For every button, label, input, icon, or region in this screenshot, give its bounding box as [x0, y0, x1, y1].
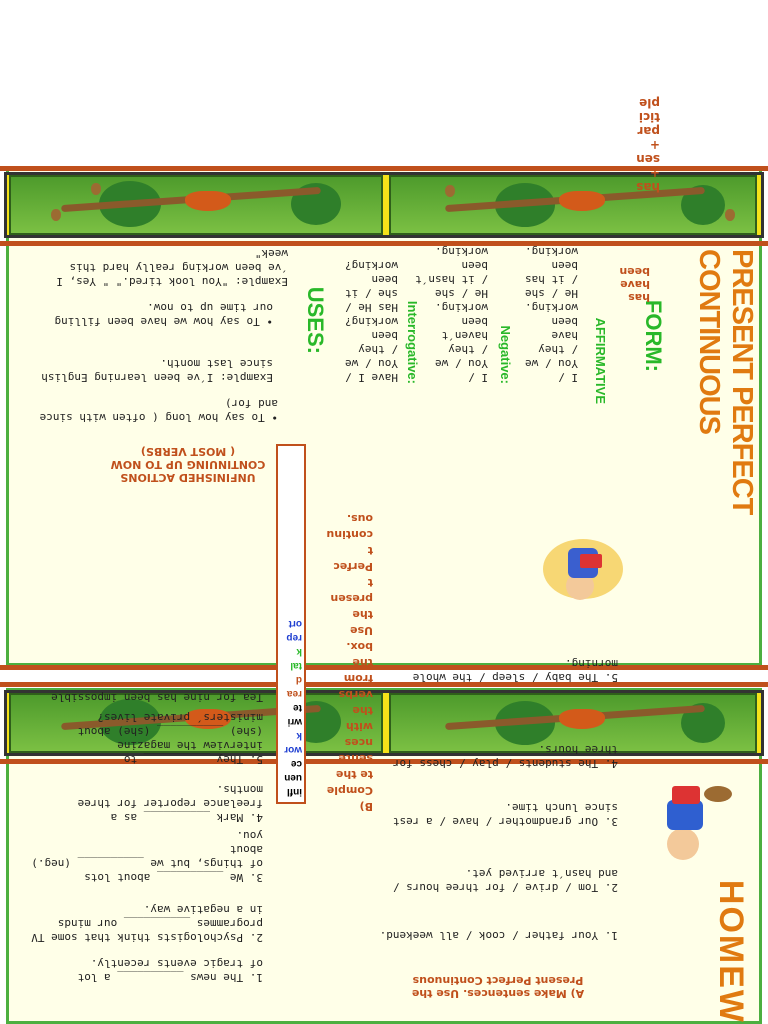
negative-text: I / You / we / they haven´t been working. He / she / it hasn´t been working. — [415, 245, 488, 384]
boy-cartoon — [648, 774, 738, 874]
acorn-icon — [725, 209, 735, 221]
box-word: tal — [290, 660, 302, 671]
box-word: rea — [286, 688, 302, 699]
acorn-icon — [445, 185, 455, 197]
box-word: d — [295, 674, 302, 685]
box-word: k — [296, 730, 302, 741]
student-illustration — [538, 534, 628, 624]
uses-heading: USES: — [303, 286, 328, 354]
acorn-icon — [91, 183, 101, 195]
exercise-b-item-3: 3. We __________ about lots of things, but we __________ (neg.) about you. — [31, 829, 263, 884]
exercise-b-extra: Tea for nine has been impossible — [51, 691, 263, 704]
use-1: • To say how long ( often with since and for) — [39, 397, 278, 424]
negative-label: Negative: — [498, 325, 513, 384]
acorn-icon — [51, 209, 61, 221]
box-word: ce — [290, 758, 302, 769]
word-box — [276, 444, 306, 804]
box-word: te — [293, 702, 302, 713]
example-2: Example: "You look tired." " Yes, I ´ve been working really hard this week" — [56, 247, 288, 288]
exercise-a-item-5: 5. The baby / sleep / the whole morning. — [412, 657, 618, 684]
boy-illustration — [648, 774, 738, 874]
use-2: • To say how we have been filling our time up to now. — [54, 301, 273, 328]
box-word: wor — [284, 744, 302, 755]
exercise-a-item-4: 4. The students / play / chess for three hours. — [392, 743, 618, 770]
affirmative-text: I / You / we / they have been working. He / she / it has been working. — [525, 245, 578, 384]
student-cartoon — [538, 534, 628, 624]
example-1: Example: I´ve been learning English since last month. — [41, 357, 273, 384]
exercise-a-item-1: 1. Your father / cook / all weekend. — [379, 929, 618, 942]
exercise-b-item-2: 2. Psychologists think that some TV programmes __________ our minds in a negative way. — [31, 903, 263, 944]
exercise-b-item-1: 1. The news __________ a lot of tragic events recently. — [77, 957, 263, 984]
box-word: k — [296, 646, 302, 657]
box-word: ort — [288, 618, 302, 629]
banner-right — [9, 175, 383, 235]
banner-left — [389, 175, 757, 235]
affirmative-label: AFFIRMATIVE — [593, 317, 608, 404]
homework-heading: HOMEW — [712, 879, 750, 1024]
exercise-b-item-4: 4. Mark __________ as a freelance reporter for three months. — [77, 783, 263, 824]
interrogative-label: Interrogative: — [405, 300, 420, 384]
form-fragment: has have been — [619, 265, 650, 304]
exercise-b-item-5: 5. They __________ to interview the magazine (she) __________ (she) about ministers´ private lives? — [77, 711, 263, 766]
squirrel-icon — [559, 191, 605, 211]
formula-strip: has + sen + par tici ple — [636, 96, 660, 194]
exercise-a-title: A) Make sentences. Use the Present Perfect Continuous — [411, 974, 585, 1000]
box-word: uen — [284, 772, 302, 783]
form-heading: FORM: — [641, 299, 666, 372]
squirrel-icon — [559, 709, 605, 729]
squirrel-icon — [185, 191, 231, 211]
box-word: wri — [287, 716, 302, 727]
page-title: PRESENT PERFECT CONTINUOUS — [693, 249, 758, 515]
exercise-b-title: B) Comple te the sente nces with the verbs from the box. Use the presen t Perfec t continu ous. — [326, 512, 373, 813]
box-word: rep — [286, 632, 302, 643]
exercise-a-item-2: 2. Tom / drive / for three hours / and hasn´t arrived yet. — [392, 867, 618, 894]
box-word: infl — [287, 786, 302, 797]
interrogative-text: Have I / You / we / they been working? Has He / she / it been working? — [345, 259, 398, 384]
uses-sub: UNFINISHED ACTIONS CONTINUING UP TO NOW ( MOST VERBS) — [110, 445, 266, 484]
exercise-a-item-3: 3. Our grandmother / have / a rest since lunch time. — [392, 801, 618, 828]
